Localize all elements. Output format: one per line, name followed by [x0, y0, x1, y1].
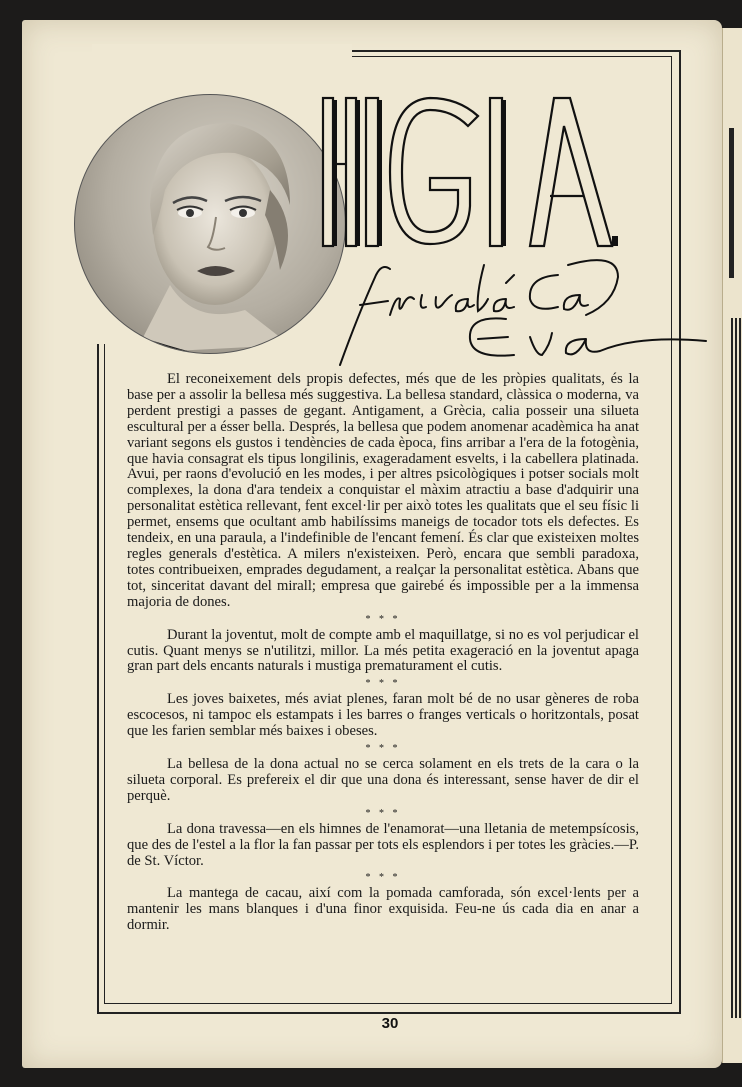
page-number: 30 [381, 1015, 399, 1032]
article-paragraph: Durant la joventut, molt de compte amb el maquillatge, si no es vol perjudicar el cutis. Quant menys se n'utilitzi, millor. La més petita exageració en la joventut apaga gran part dels encants naturals i mustiga prematurament el cutis. [127, 626, 639, 675]
adjacent-page-edge [722, 28, 742, 1063]
title-lettering [318, 86, 628, 256]
section-separator: * * * [365, 613, 401, 625]
article-paragraph: Les joves baixetes, més aviat plenes, faran molt bé de no usar gèneres de roba escocesos, ni tampoc els estampats i les barres o franges verticals o horitzontals, posat que les farien semblar més baixes i obeses. [127, 691, 639, 740]
adjacent-page-pattern [731, 318, 742, 1018]
section-separator: * * * [365, 678, 401, 690]
article-body [127, 372, 639, 934]
section-separator: * * * [365, 743, 401, 755]
section-separator: * * * [365, 807, 401, 819]
portrait-illustration [75, 95, 345, 353]
article-paragraph: El reconeixement dels propis defectes, més que de les pròpies qualitats, és la base per a assolir la bellesa més suggestiva. La bellesa standard, clàssica o moderna, va perdent prestigi a passes de gegant. Antigament, a Grècia, calia posseir una silueta escultural per a ésser bella. Després, la bellesa que podem anomenar acadèmica ha anat variant segons els gustos i tendències de cada època, fins arribar a l'era de la fotogènia, que havia consagrat els tipus longilinis, exageradament esvelts, i la cabellera platinada. Avui, per raons d'evolució en les modes, i per altres psicològiques i potser socials molt complexes, la dona d'ara tendeix a conquistar el màxim atractiu a base d'adquirir una personalitat estètica rellevant, fent excel·lir per això totes les qualitats que el seu físic li permet, ensems que ocultant amb habilíssims maneigs de tocador tots els defectes. Es tendeix, en una paraula, a l'indefinible de l'encant femení. És clar que existeixen moltes regles generals d'estètica. A milers n'existeixen. Però, encara que sembli paradoxa, totes contribueixen, emprades degudament, a realçar la personalitat estètica. Abans que tot, sinceritat davant del mirall; empresa que gairebé és impossible per a la immensa majoria de dones. [127, 371, 639, 610]
portrait-photo [74, 94, 346, 354]
subtitle-script [318, 255, 708, 385]
adjacent-page-letter-fragment [729, 128, 742, 278]
article-paragraph: La mantega de cacau, així com la pomada camforada, són excel·lents per a mantenir les mans blanques i d'una finor exquisida. Feu-ne ús cada dia en anar a dormir. [127, 885, 639, 934]
article-paragraph: La bellesa de la dona actual no se cerca solament en els trets de la cara o la silueta corporal. Es prefereix el dir que una dona és interessant, sense haver de dir el perquè. [127, 756, 639, 804]
page-subtitle [318, 255, 708, 385]
article-paragraph: La dona travessa—en els himnes de l'enamorat—una lletania de metempsícosis, que des de l'estel a la flor la fan passar per tots els esplendors i per totes les gràcies.—P. de St. Víctor. [127, 820, 639, 869]
page-title [318, 86, 628, 256]
section-separator: * * * [365, 872, 401, 884]
